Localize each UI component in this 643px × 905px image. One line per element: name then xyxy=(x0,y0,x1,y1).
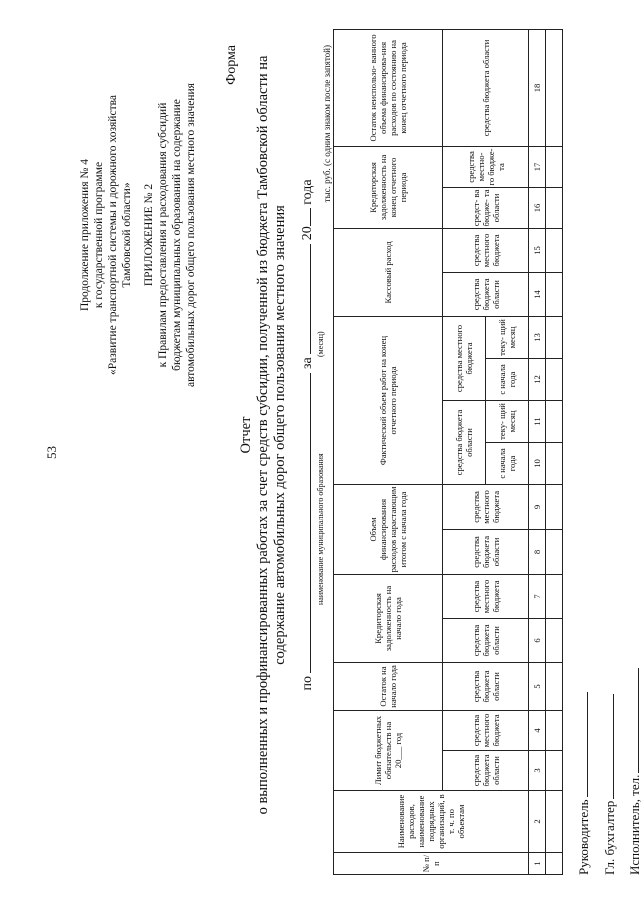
report-title-line: о выполненных и профинансированных работах за счет средств субсидии, полученной из бюджета Тамбовской области на xyxy=(255,55,271,815)
sub-cell-regional: средства бюджета области xyxy=(443,400,486,484)
signature-accountant xyxy=(601,694,618,875)
report-title-line: содержание автомобильных дорог общего пользования местного значения xyxy=(272,205,288,665)
empty-cell xyxy=(546,29,563,146)
header-line: Продолжение приложения № 4 xyxy=(79,158,91,312)
sub-cell-local: средства местного бюджета xyxy=(443,575,529,619)
empty-cell xyxy=(546,146,563,187)
empty-cell xyxy=(546,187,563,228)
empty-cell xyxy=(546,711,563,751)
sub-cell-regional: средства бюджета области xyxy=(443,272,529,316)
empty-cell xyxy=(546,663,563,711)
sub-cell-local: средства местного бюджета xyxy=(443,316,486,400)
header-cell-num: № п/п xyxy=(334,853,529,875)
column-number: 13 xyxy=(529,316,546,358)
empty-cell xyxy=(546,619,563,663)
sub-cell-local: средства местного бюджета xyxy=(443,228,529,272)
sub-cell-local: средства местно- го бюдже- та xyxy=(443,146,529,187)
empty-cell xyxy=(546,751,563,791)
signature-head xyxy=(575,693,592,876)
sub-cell-regional: средства бюджета области xyxy=(443,663,529,711)
document-header xyxy=(78,35,198,435)
municipality-blank xyxy=(298,373,311,673)
header-cell-actual: Фактический объем работ на конец отчетного периода xyxy=(334,316,443,484)
column-number: 9 xyxy=(529,484,546,529)
header-cell-cash: Кассовый расход xyxy=(334,228,443,316)
appendix-title: ПРИЛОЖЕНИЕ № 2 xyxy=(143,183,155,287)
year-blank xyxy=(298,208,311,226)
signature-label: Исполнитель, тел. xyxy=(627,774,642,875)
table-row xyxy=(546,29,563,874)
units-note: тыс. руб. (с одним знаком после запятой) xyxy=(322,45,332,203)
column-number: 8 xyxy=(529,530,546,575)
column-number: 2 xyxy=(529,791,546,853)
sub-cell-local: средства местного бюджета xyxy=(443,484,529,529)
empty-cell xyxy=(546,575,563,619)
signature-label: Руководитель xyxy=(576,799,591,875)
empty-cell xyxy=(546,484,563,529)
column-number: 11 xyxy=(529,400,546,442)
report-title xyxy=(238,25,289,845)
sub-cell-month: теку- щий месяц xyxy=(486,316,529,358)
period-line xyxy=(298,25,316,845)
sub-cell-from-start: с начала года xyxy=(486,358,529,400)
header-cell-balance-end: Остаток неиспользо- ванного объема финансирова-ния расходов по состоянию на конец отчетного периода xyxy=(334,29,443,146)
column-number: 7 xyxy=(529,575,546,619)
report-title-word: Отчет xyxy=(238,416,254,454)
sub-cell-local: средства местного бюджета xyxy=(443,711,529,751)
sub-cell-regional: средст- ва бюдже- та области xyxy=(443,187,529,228)
empty-cell xyxy=(546,358,563,400)
empty-cell xyxy=(546,272,563,316)
rules-line: бюджетам муниципальных образований на содержание xyxy=(171,99,183,371)
empty-cell xyxy=(546,791,563,853)
page-number: 53 xyxy=(44,446,59,459)
sub-cell-from-start: с начала года xyxy=(486,442,529,484)
header-cell-balance-start: Остаток на начало года xyxy=(334,663,443,711)
header-cell-limit: Лимит бюджетных обязательств на 20___ год xyxy=(334,711,443,791)
column-number: 18 xyxy=(529,29,546,146)
sub-cell-regional: средства бюджета области xyxy=(443,619,529,663)
rules-line: автомобильных дорог общего пользования местного значения xyxy=(185,83,197,387)
header-line: Тамбовской области» xyxy=(121,182,133,288)
header-cell-credit-end: Кредиторская задолженность на конец отчетного периода xyxy=(334,146,443,228)
rules-line: к Правилам предоставления и расходования субсидий xyxy=(157,102,169,368)
year-suffix: года xyxy=(300,179,315,205)
sub-cell-regional: средства бюджета области xyxy=(443,751,529,791)
report-table xyxy=(333,29,563,875)
empty-cell xyxy=(546,530,563,575)
empty-cell xyxy=(546,316,563,358)
signature-label: Гл. бухгалтер xyxy=(602,800,617,875)
sub-cell-regional: средства бюджета области xyxy=(443,29,529,146)
empty-cell xyxy=(546,853,563,875)
header-line: «Развитие транспортной системы и дорожного хозяйства xyxy=(107,95,119,375)
month-blank xyxy=(298,244,311,354)
column-number: 16 xyxy=(529,187,546,228)
header-cell-volume: Объем финансирования расходов нарастающим итогом с начала года xyxy=(334,484,443,574)
empty-cell xyxy=(546,442,563,484)
signature-line xyxy=(601,694,614,799)
header-line: к государственной программе xyxy=(93,161,105,309)
period-za: за xyxy=(300,357,315,370)
sub-cell-month: теку- щий месяц xyxy=(486,400,529,442)
column-number: 6 xyxy=(529,619,546,663)
header-cell-credit-start: Кредиторская задолженность на начало года xyxy=(334,575,443,663)
column-number: 17 xyxy=(529,146,546,187)
column-number: 14 xyxy=(529,272,546,316)
month-caption: (месяц) xyxy=(316,331,325,357)
column-number: 12 xyxy=(529,358,546,400)
column-number: 3 xyxy=(529,751,546,791)
empty-cell xyxy=(546,228,563,272)
signature-executor xyxy=(626,668,643,875)
column-number: 10 xyxy=(529,442,546,484)
signature-line xyxy=(626,668,639,773)
column-number: 4 xyxy=(529,711,546,751)
year-prefix: 20 xyxy=(300,226,315,241)
form-label: Форма xyxy=(224,45,239,85)
column-number: 5 xyxy=(529,663,546,711)
signature-line xyxy=(575,693,588,798)
column-number: 15 xyxy=(529,228,546,272)
column-number: 1 xyxy=(529,853,546,875)
municipality-caption: наименование муниципального образования xyxy=(316,453,325,605)
empty-cell xyxy=(546,400,563,442)
header-cell-name: Наименование расходов, наименование подрядных организаций, в т. ч. по объектам xyxy=(334,791,529,853)
period-po: по xyxy=(300,676,315,691)
sub-cell-regional: средства бюджета области xyxy=(443,530,529,575)
